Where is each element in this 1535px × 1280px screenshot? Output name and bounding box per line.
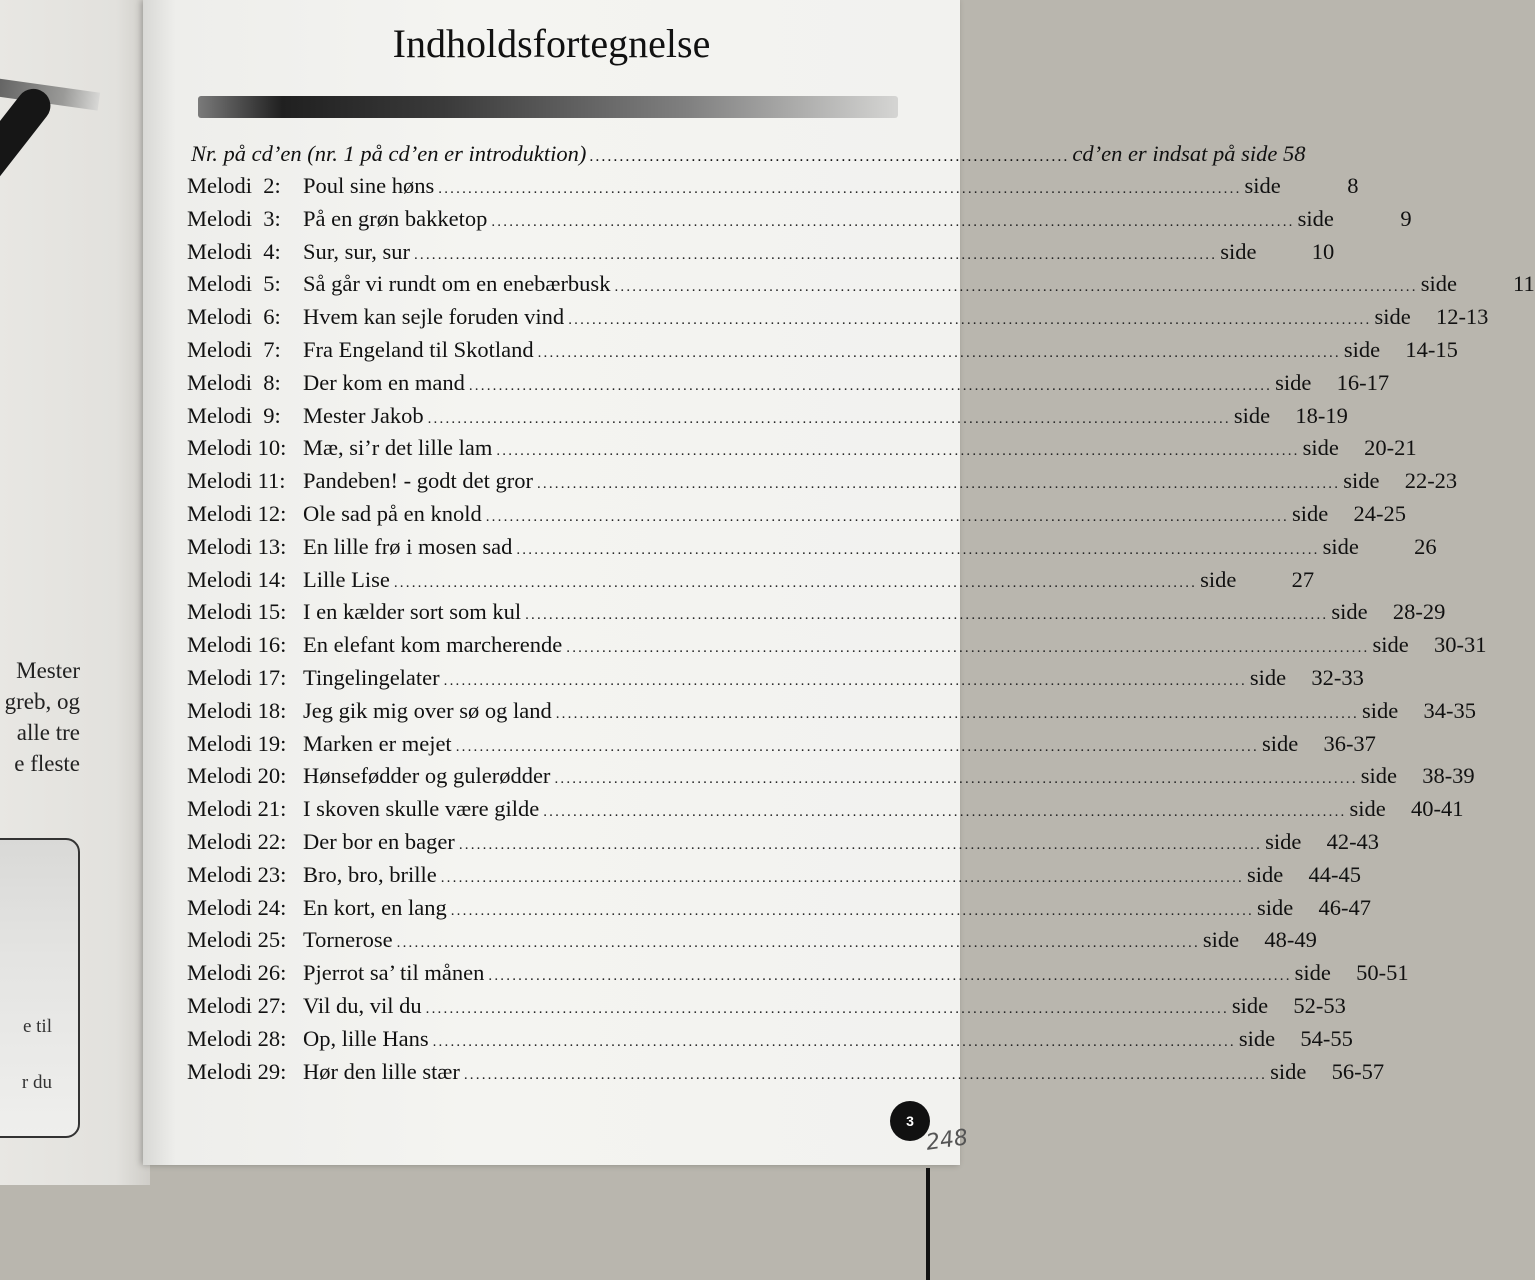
entry-number: Melodi 28:: [187, 1025, 287, 1051]
entry-side-label: side: [1374, 304, 1411, 330]
left-text-line: Mester: [16, 658, 80, 683]
entry-number: Melodi 6:: [187, 304, 281, 330]
toc-entry: [187, 432, 1417, 465]
left-page-text: [0, 655, 80, 779]
entry-page: 24-25: [1353, 500, 1406, 526]
entry-side-label: side: [1265, 828, 1302, 854]
leader-dots: [482, 501, 1292, 534]
entry-title: Fra Engeland til Skotland: [303, 336, 534, 362]
leader-dots: [534, 337, 1344, 370]
entry-title: Hvem kan sejle foruden vind: [303, 304, 565, 330]
leader-dots: [429, 1026, 1239, 1059]
cd-intro-line: [191, 141, 1306, 167]
entry-number: Melodi 22:: [187, 828, 287, 854]
entry-side-label: side: [1220, 238, 1257, 264]
entry-number: Melodi 23:: [187, 861, 287, 887]
entry-number: Melodi 7:: [187, 336, 281, 362]
toc-entry: [187, 334, 1458, 367]
entry-page: 34-35: [1423, 697, 1476, 723]
leader-dots: [552, 698, 1362, 731]
entry-number: Melodi 19:: [187, 730, 287, 756]
toc-entry: [187, 793, 1464, 826]
entry-page: 50-51: [1356, 960, 1409, 986]
entry-title: Hør den lille stær: [303, 1058, 460, 1084]
entry-page: 22-23: [1404, 468, 1458, 494]
entry-page: 18-19: [1295, 402, 1348, 428]
entry-side-label: side: [1372, 632, 1409, 658]
entry-page: 9: [1400, 205, 1412, 231]
entry-side-label: side: [1302, 435, 1339, 461]
entry-number: Melodi 25:: [187, 927, 287, 953]
leader-dots: [440, 665, 1250, 698]
entry-side-label: side: [1322, 533, 1359, 559]
cd-intro-note: cd’en er indsat på side 58: [1072, 141, 1306, 166]
entry-title: I en kælder sort som kul: [303, 599, 522, 625]
toc-entry: [187, 236, 1335, 269]
page-number-badge: 3: [890, 1101, 930, 1141]
leader-dots: [512, 534, 1322, 567]
toc-entry: [187, 301, 1489, 334]
entry-side-label: side: [1291, 500, 1329, 526]
entry-title: Marken er mejet: [303, 730, 452, 756]
entry-title: Mæ, si’r det lille lam: [303, 435, 493, 461]
left-page-illustration: [0, 82, 57, 197]
toc-entry: [187, 859, 1361, 892]
leader-dots: [434, 173, 1244, 206]
entry-page: 48-49: [1264, 927, 1317, 953]
entry-number: Melodi 18:: [187, 697, 287, 723]
toc-entry: [187, 1056, 1385, 1089]
entry-number: Melodi 2:: [187, 173, 281, 198]
toc-entry: [187, 924, 1317, 957]
entry-side-label: side: [1343, 336, 1381, 362]
entry-title: Pandeben! - godt det gror: [303, 468, 533, 494]
leader-dots: [533, 468, 1343, 501]
toc-entry: [187, 695, 1476, 728]
entry-page: 36-37: [1323, 730, 1376, 756]
entry-title: En kort, en lang: [303, 894, 447, 920]
entry-title: Så går vi rundt om en enebærbusk: [303, 271, 611, 297]
cd-intro-text: Nr. på cd’en (nr. 1 på cd’en er introduktion): [191, 141, 587, 166]
left-page: [0, 0, 150, 1185]
entry-number: Melodi 5:: [187, 271, 281, 297]
entry-number: Melodi 12:: [187, 500, 287, 526]
entry-title: En lille frø i mosen sad: [303, 533, 513, 559]
entry-title: Tingelingelater: [303, 664, 440, 690]
leader-dots: [460, 1059, 1270, 1092]
entry-title: På en grøn bakketop: [303, 205, 488, 231]
toc-entry: [187, 892, 1371, 925]
entry-page: 20-21: [1364, 435, 1417, 461]
entry-title: Der kom en mand: [303, 369, 465, 395]
left-text-line: greb, og: [4, 689, 80, 714]
toc-page: [143, 0, 1535, 1165]
toc-entry: [187, 662, 1364, 695]
toc-entry: [187, 465, 1458, 498]
entry-page: 8: [1347, 173, 1359, 198]
entry-side-label: side: [1244, 173, 1281, 198]
entry-page: 44-45: [1308, 861, 1361, 887]
leader-dots: [539, 796, 1349, 829]
entry-title: Der bor en bager: [303, 828, 455, 854]
leader-dots: [465, 370, 1275, 403]
entry-number: Melodi 11:: [187, 468, 286, 494]
toc-entry: [187, 498, 1406, 531]
entry-title: Sur, sur, sur: [303, 238, 410, 264]
entry-page: 40-41: [1410, 796, 1464, 822]
toc-entry: [187, 760, 1475, 793]
entry-side-label: side: [1246, 861, 1284, 887]
entry-side-label: side: [1275, 369, 1312, 395]
entry-side-label: side: [1200, 566, 1237, 592]
leader-dots: [410, 239, 1220, 272]
leader-dots: [452, 731, 1262, 764]
entry-title: Lille Lise: [303, 566, 390, 592]
handwritten-note: 248: [924, 1125, 970, 1156]
leader-dots: [564, 304, 1374, 337]
entry-number: Melodi 9:: [187, 402, 281, 428]
entry-title: Mester Jakob: [303, 402, 424, 428]
entry-side-label: side: [1256, 894, 1294, 920]
entry-side-label: side: [1249, 664, 1287, 690]
entry-page: 12-13: [1435, 304, 1489, 330]
entry-side-label: side: [1361, 697, 1399, 723]
entry-number: Melodi 20:: [187, 763, 287, 789]
entry-side-label: side: [1231, 992, 1269, 1018]
entry-page: 38-39: [1422, 763, 1475, 789]
entry-title: Vil du, vil du: [303, 992, 422, 1018]
left-text-line: e fleste: [14, 751, 80, 776]
entry-side-label: side: [1238, 1025, 1276, 1051]
entry-number: Melodi 13:: [187, 533, 287, 559]
leader-dots: [422, 993, 1232, 1026]
leader-dots: [610, 271, 1420, 304]
entry-side-label: side: [1233, 402, 1271, 428]
toc-entry: [187, 367, 1390, 400]
leader-dots: [484, 960, 1294, 993]
title-decorative-bar: [198, 96, 898, 118]
entry-page: 27: [1291, 566, 1315, 592]
entry-number: Melodi 14:: [187, 566, 287, 592]
entry-page: 26: [1414, 533, 1437, 559]
toc-entry: [187, 400, 1348, 433]
leader-dots: [455, 829, 1265, 862]
entry-side-label: side: [1349, 796, 1386, 822]
entry-side-label: side: [1270, 1058, 1307, 1084]
entry-title: Hønsefødder og gulerødder: [303, 763, 551, 789]
toc-entry: [187, 990, 1346, 1023]
entry-number: Melodi 26:: [187, 960, 287, 986]
entry-page: 30-31: [1434, 632, 1487, 658]
leader-dots: [521, 599, 1331, 632]
entry-number: Melodi 17:: [187, 664, 287, 690]
leader-dots: [492, 435, 1302, 468]
left-text-line: alle tre: [16, 720, 80, 745]
entry-number: Melodi 29:: [187, 1058, 287, 1084]
leader-dots: [586, 148, 1072, 166]
entry-number: Melodi 8:: [187, 369, 281, 395]
entry-side-label: side: [1297, 205, 1334, 231]
left-box-text: r du: [21, 1072, 52, 1093]
entry-title: En elefant kom marcherende: [303, 632, 563, 658]
entry-side-label: side: [1360, 763, 1397, 789]
page-title: Indholdsfortegnelse: [392, 21, 711, 66]
toc-entry: [187, 596, 1446, 629]
entry-side-label: side: [1261, 730, 1299, 756]
entry-page: 32-33: [1311, 664, 1364, 690]
leader-dots: [550, 763, 1360, 796]
entry-title: Poul sine høns: [303, 173, 435, 198]
toc-entry: [187, 203, 1412, 236]
entry-number: Melodi 15:: [187, 599, 287, 625]
entry-title: Tornerose: [303, 927, 393, 953]
toc-entry: [187, 531, 1437, 564]
toc-entry: [187, 957, 1409, 990]
toc-entry: [187, 728, 1376, 761]
entry-page: 54-55: [1300, 1025, 1353, 1051]
entry-page: 52-53: [1293, 992, 1346, 1018]
left-page-info-box: [0, 838, 80, 1138]
entry-title: Pjerrot sa’ til månen: [303, 960, 485, 986]
toc-entry: [187, 629, 1487, 662]
entry-side-label: side: [1294, 960, 1331, 986]
leader-dots: [424, 403, 1234, 436]
entry-number: Melodi 3:: [187, 205, 281, 231]
entry-side-label: side: [1202, 927, 1240, 953]
entry-page: 46-47: [1318, 894, 1371, 920]
entry-title: Jeg gik mig over sø og land: [303, 697, 552, 723]
entry-number: Melodi 16:: [187, 632, 287, 658]
entry-number: Melodi 24:: [187, 894, 287, 920]
left-box-text: e til: [22, 1016, 52, 1037]
leader-dots: [437, 862, 1247, 895]
entry-page: 14-15: [1405, 336, 1458, 362]
entry-title: I skoven skulle være gilde: [303, 796, 540, 822]
entry-page: 11: [1513, 271, 1535, 297]
toc-entry: [187, 268, 1535, 301]
entry-side-label: side: [1420, 271, 1457, 297]
entry-title: Bro, bro, brille: [303, 861, 437, 887]
entry-page: 10: [1311, 238, 1335, 264]
entry-page: 42-43: [1326, 828, 1380, 854]
leader-dots: [562, 632, 1372, 665]
toc-entry: [187, 1023, 1353, 1056]
entry-page: 28-29: [1392, 599, 1446, 625]
leader-dots: [390, 567, 1200, 600]
leader-dots: [487, 206, 1297, 239]
entry-page: 16-17: [1336, 369, 1390, 395]
entry-side-label: side: [1343, 468, 1380, 494]
entry-number: Melodi 21:: [187, 796, 287, 822]
entry-title: Op, lille Hans: [303, 1025, 429, 1051]
pen-mark: [926, 1168, 930, 1280]
entry-number: Melodi 4:: [187, 238, 281, 264]
entry-number: Melodi 27:: [187, 992, 287, 1018]
entry-page: 56-57: [1331, 1058, 1385, 1084]
entry-number: Melodi 10:: [187, 435, 287, 461]
entry-title: Ole sad på en knold: [303, 500, 482, 526]
toc-entry: [187, 564, 1315, 597]
table-of-contents: [187, 170, 1535, 1088]
toc-entry: [187, 170, 1359, 203]
leader-dots: [447, 895, 1257, 928]
leader-dots: [393, 927, 1203, 960]
entry-side-label: side: [1331, 599, 1368, 625]
toc-entry: [187, 826, 1380, 859]
